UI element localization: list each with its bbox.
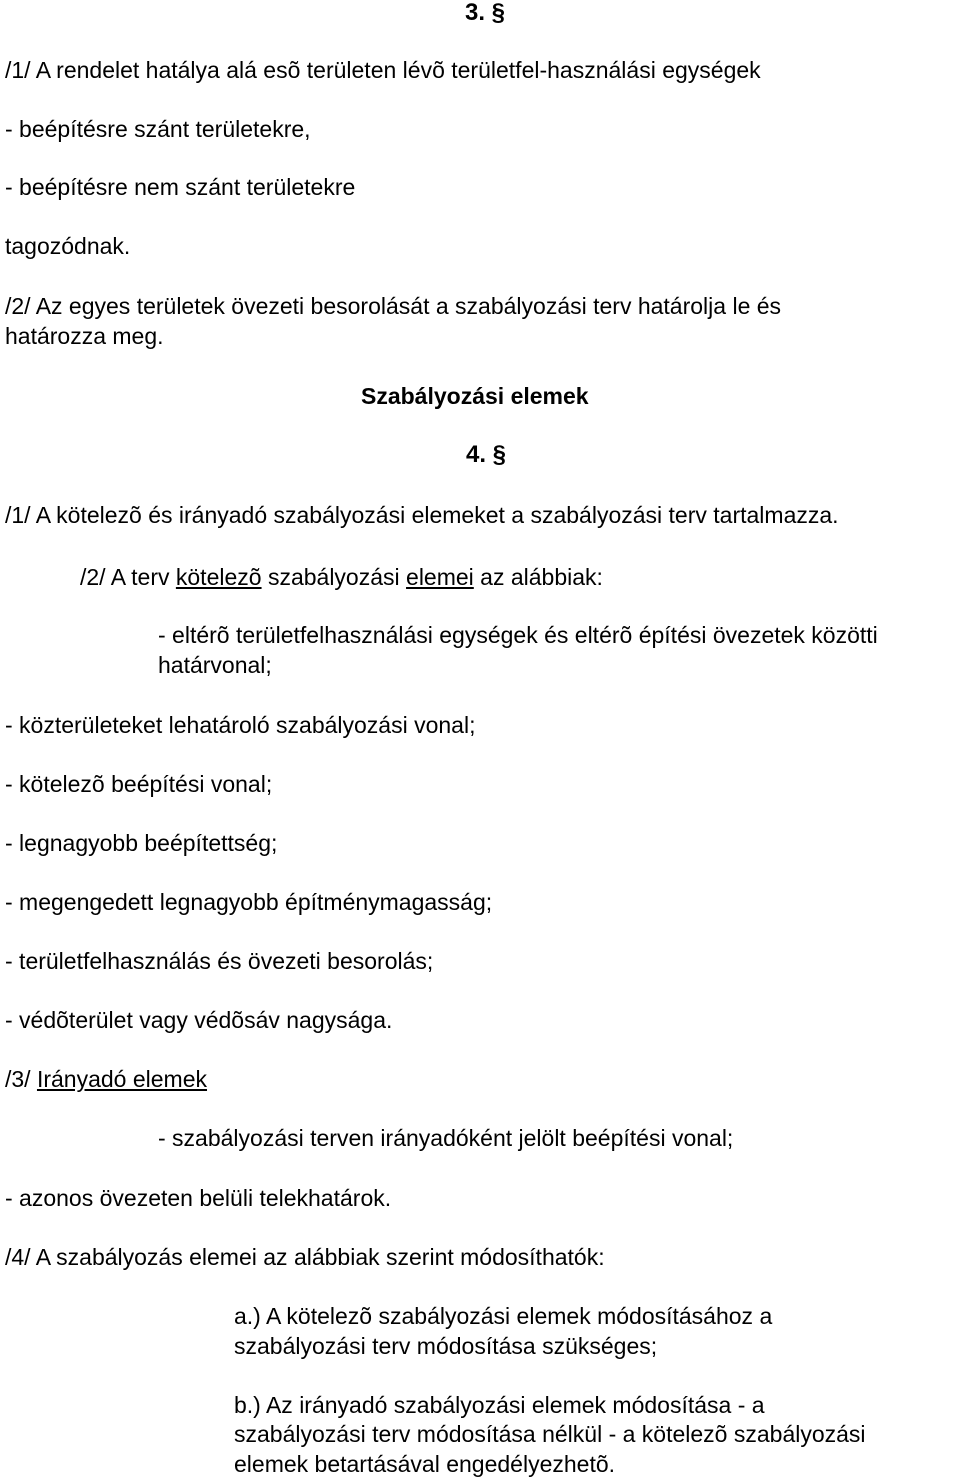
list-item: - azonos övezeten belüli telekhatárok. [5,1185,392,1211]
section-4-paragraph-3 [5,1065,207,1094]
p3-prefix: /3/ [5,1066,37,1092]
p2-suffix: az alábbiak: [473,564,603,590]
section-3-paragraph-1: /1/ A rendelet hatálya alá esõ területen lévõ területfel-használási egységek [5,57,761,83]
list-item: - védõterület vagy védõsáv nagysága. [5,1007,393,1033]
list-item: - beépítésre nem szánt területekre [5,174,356,200]
subtitle: Szabályozási elemek [361,383,589,409]
section-4-paragraph-4: /4/ A szabályozás elemei az alábbiak szerint módosíthatók: [5,1244,605,1270]
section-4-heading: 4. § [466,441,507,468]
section-3-paragraph-2: /2/ Az egyes területek övezeti besorolását a szabályozási terv határolja le és [5,293,782,319]
list-item: szabályozási terv módosítása nélkül - a kötelezõ szabályozási [234,1421,866,1447]
list-item: b.) Az irányadó szabályozási elemek módosítása - a [234,1392,765,1418]
list-item: határvonal; [158,652,272,678]
list-item: elemek betartásával engedélyezhetõ. [234,1451,616,1477]
p2-underlined-elements: elemei [406,564,474,590]
list-item: - eltérõ területfelhasználási egységek és eltérõ építési övezetek közötti [158,622,878,648]
section-4-paragraph-2 [80,563,603,592]
list-item: - beépítésre szánt területekre, [5,116,311,142]
list-item: - szabályozási terven irányadóként jelölt beépítési vonal; [158,1125,734,1151]
list-item: - legnagyobb beépítettség; [5,830,278,856]
list-item: a.) A kötelezõ szabályozási elemek módosításához a [234,1303,773,1329]
section-4-paragraph-1: /1/ A kötelezõ és irányadó szabályozási elemeket a szabályozási terv tartalmazza. [5,502,839,528]
list-item: - területfelhasználás és övezeti besorolás; [5,948,434,974]
list-item: - kötelezõ beépítési vonal; [5,771,273,797]
section-3-paragraph-2-cont: határozza meg. [5,323,164,349]
list-item: szabályozási terv módosítása szükséges; [234,1333,658,1359]
list-item: - közterületeket lehatároló szabályozási vonal; [5,712,476,738]
p2-prefix: /2/ A terv [80,564,176,590]
section-3-heading: 3. § [465,0,506,26]
p2-middle: szabályozási [261,564,407,590]
p2-underlined-mandatory: kötelezõ [175,564,262,590]
list-item: - megengedett legnagyobb építménymagasság; [5,889,493,915]
p3-underlined-guiding-elements: Irányadó elemek [36,1066,208,1092]
section-3-paragraph-1-tail: tagozódnak. [5,233,131,259]
